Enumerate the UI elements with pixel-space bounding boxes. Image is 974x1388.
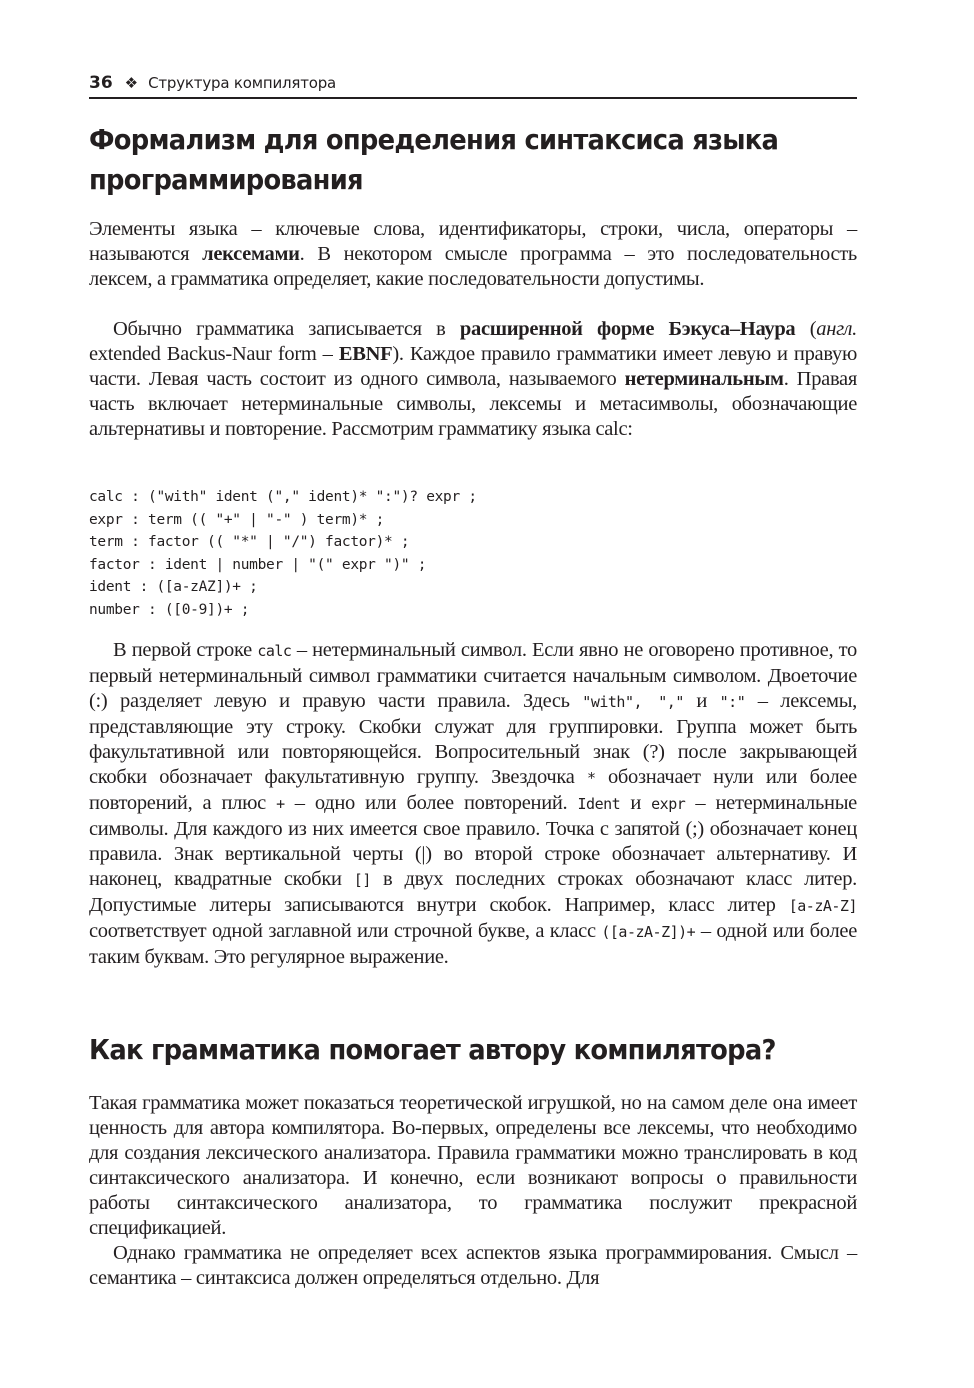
inline-code: * xyxy=(586,769,596,787)
code-line: number : ([0-9])+ ; xyxy=(89,601,250,618)
text: ). Каждое правило грамматики имеет левую и правую части. Левая часть состоит из одного символа, называемого xyxy=(89,343,857,390)
text: и xyxy=(620,792,652,814)
inline-code: "with", "," xyxy=(582,693,684,711)
grammar-code-block xyxy=(89,486,477,621)
inline-code: expr xyxy=(651,795,686,813)
text: . Правая часть включает нетерминальные символы, лексемы и метасимволы, обозначающие альтернативы и повторение. Рассмотрим грамматику языка calc: xyxy=(89,368,857,440)
text: Обычно грамматика записывается в xyxy=(113,318,460,340)
text: – нетерминальные символы. Для каждого из них имеется свое правило. Точка с запятой (;) обозначает конец правила. Знак вертикальной черты (|) во второй строке обозначает альтернативу. И наконец, квадратные скобки xyxy=(89,792,857,890)
text: соответствует одной заглавной или строчной букве, а класс xyxy=(89,920,602,942)
term-ebnf: EBNF xyxy=(338,343,393,365)
inline-code: calc xyxy=(257,642,292,660)
text: обозначает нули или более повторений, а плюс xyxy=(89,766,857,814)
text: – одно или более повторений. xyxy=(284,792,578,814)
inline-code: + xyxy=(276,795,285,813)
heading-line-2: программирования xyxy=(89,163,363,196)
text: Элементы языка – ключевые слова, идентификаторы, строки, числа, операторы – называются xyxy=(89,218,857,265)
section-heading-formalism xyxy=(89,120,853,200)
term-ebnf-full: расширенной форме Бэкуса–Наура xyxy=(459,318,796,340)
paragraph-semantics: Однако грамматика не определяет всех аспектов языка программирования. Смысл – семантика – синтаксиса должен определяться отдельно. Для xyxy=(89,1242,857,1289)
text: ( xyxy=(795,318,817,340)
inline-code: ([a-zA-Z])+ xyxy=(601,923,696,941)
section-heading-grammar-helps: Как грамматика помогает автору компилятора? xyxy=(89,1033,776,1066)
chapter-title: Структура компилятора xyxy=(148,74,337,92)
ornament-icon: ❖ xyxy=(124,74,139,92)
paragraph-grammar-explanation xyxy=(89,638,857,970)
text: extended Backus-Naur form – xyxy=(89,343,339,365)
paragraph-ebnf xyxy=(89,317,857,442)
paragraph-grammar-value: Такая грамматика может показаться теоретической игрушкой, но на самом деле она имеет ценность для автора компилятора. Во-первых, определены все лексемы, что необходимо для создания лексического анализатора. Правила грамматики можно транслировать в код синтаксического анализатора. И конечно, если возникают вопросы о правильности работы синтаксического анализатора, то грамматика послужит прекрасной спецификацией. xyxy=(89,1092,857,1239)
text: в двух последних строках обозначают класс литер. Допустимые литеры записываются внутри скобок. Например, класс литер xyxy=(89,868,858,916)
inline-code: [a-zA-Z] xyxy=(788,897,857,915)
text: – нетерминальный символ. Если явно не оговорено противное, то первый нетерминальный символ грамматики считается начальным символом. Двоеточие (:) разделяет левую и правую части правила. Здесь xyxy=(89,639,858,712)
page-number: 36 xyxy=(89,73,113,93)
abbr-english: англ. xyxy=(816,318,857,340)
text: В первой строке xyxy=(113,639,258,661)
inline-code: Ident xyxy=(577,795,621,813)
code-line: term : factor (( "*" | "/") factor)* ; xyxy=(89,534,410,550)
code-line: expr : term (( "+" | "-" ) term)* ; xyxy=(89,511,385,528)
code-line: factor : ident | number | "(" expr ")" ; xyxy=(89,556,427,573)
code-line: ident : ([a-zAZ])+ ; xyxy=(89,579,258,595)
term-nonterminal: нетерминальным xyxy=(624,368,784,390)
term-lexemes: лексемами xyxy=(202,243,300,265)
code-line: calc : ("with" ident ("," ident)* ":")? expr ; xyxy=(89,489,477,505)
text: – одной или более таким буквам. Это регулярное выражение. xyxy=(89,920,857,968)
inline-code: ":" xyxy=(719,693,746,711)
inline-code: [] xyxy=(353,871,371,889)
heading-line-1: Формализм для определения синтаксиса языка xyxy=(89,123,779,156)
paragraph-lexemes xyxy=(89,217,857,292)
text: и xyxy=(683,690,720,712)
text: – лексемы, представляющие эту строку. Скобки служат для группировки. Группа может быть факультативной или повторяющейся. Вопросительный знак (?) после закрывающей скобки обозначает факультативную группу. Звездочка xyxy=(89,690,857,788)
running-head xyxy=(89,71,857,99)
text: . В некотором смысле программа – это последовательность лексем, а грамматика определяет, какие последовательности допустимы. xyxy=(89,243,857,290)
